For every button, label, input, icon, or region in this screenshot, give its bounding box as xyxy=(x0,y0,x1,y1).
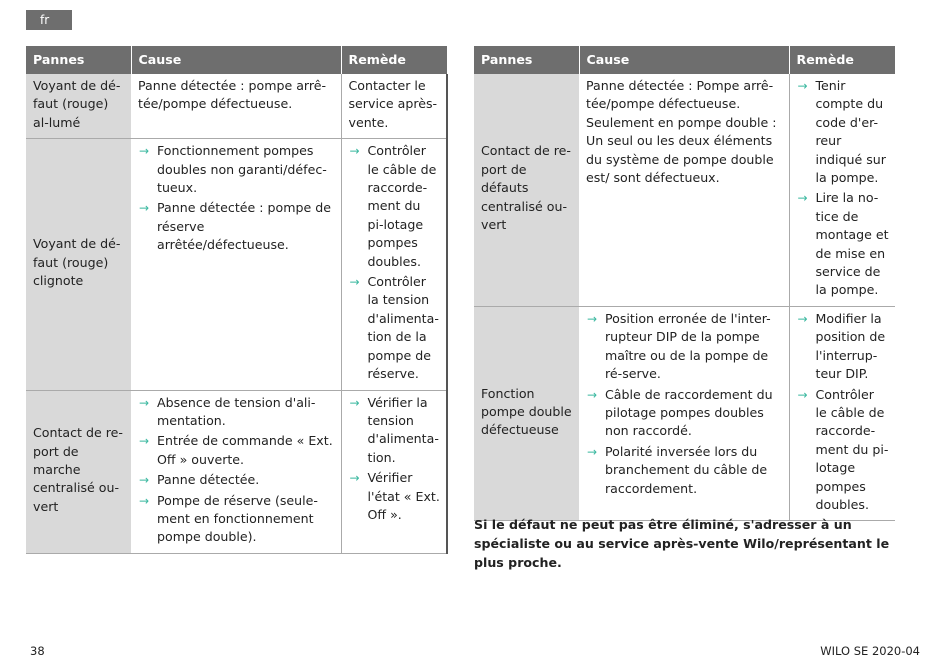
header-remedy: Remède xyxy=(789,46,895,74)
remedy-text: Contrôler le câble de raccorde-ment du pi-lotage pompes doubles. xyxy=(367,143,437,269)
cause-text: Polarité inversée lors du branchement du câble de raccordement. xyxy=(605,443,768,496)
list-item xyxy=(586,386,783,441)
arrow-right-icon: → xyxy=(797,311,808,326)
cause-text: Panne détectée : pompe de réserve arrêtée/défectueuse. xyxy=(157,200,331,253)
table-row xyxy=(474,306,895,520)
header-fault: Pannes xyxy=(26,46,131,74)
cause-cell: Panne détectée : Pompe arrê-tée/pompe défectueuse. Seulement en pompe double : Un seul ou les deux éléments du système de pompe double est/ sont défectueux. xyxy=(579,74,789,306)
cause-text: Absence de tension d'ali-mentation. xyxy=(157,394,316,428)
remedy-text: Lire la no-tice de montage et de mise en service de la pompe. xyxy=(815,190,889,298)
document-reference: WILO SE 2020-04 xyxy=(820,644,920,658)
list-item xyxy=(138,142,335,197)
remedy-text: Modifier la position de l'interrup-teur DIP. xyxy=(815,310,886,382)
remedy-cell: Contacter le service après-vente. xyxy=(341,74,447,139)
list-item xyxy=(349,142,441,271)
arrow-right-icon: → xyxy=(349,144,360,159)
arrow-right-icon: → xyxy=(797,387,808,402)
cause-text: Position erronée de l'inter-rupteur DIP de la pompe maître ou de la pompe de ré-serve. xyxy=(605,310,771,382)
arrow-right-icon: → xyxy=(587,311,598,326)
list-item xyxy=(138,471,335,489)
list-item xyxy=(349,273,441,383)
arrow-right-icon: → xyxy=(349,395,360,410)
arrow-right-icon: → xyxy=(797,191,808,206)
list-item xyxy=(349,394,441,468)
fault-table-left xyxy=(26,46,448,554)
header-fault: Pannes xyxy=(474,46,579,74)
fault-cell: Voyant de dé-faut (rouge) clignote xyxy=(26,139,131,390)
cause-cell xyxy=(579,306,789,520)
remedy-text: Tenir compte du code d'er-reur indiqué sur la pompe. xyxy=(815,78,886,186)
arrow-right-icon: → xyxy=(139,201,150,216)
page-number: 38 xyxy=(30,644,45,658)
remedy-text: Contrôler le câble de raccorde-ment du pi-lotage pompes doubles. xyxy=(815,386,889,512)
remedy-text: Vérifier la tension d'alimenta-tion. xyxy=(367,394,439,465)
cause-cell: Panne détectée : pompe arrê-tée/pompe défectueuse. xyxy=(131,74,341,139)
arrow-right-icon: → xyxy=(139,144,150,159)
remedy-cell xyxy=(789,74,895,306)
header-remedy: Remède xyxy=(341,46,447,74)
cause-text: Câble de raccordement du pilotage pompes doubles non raccordé. xyxy=(605,386,773,439)
table-row xyxy=(26,139,447,390)
cause-text: Pompe de réserve (seule-ment en fonctionnement pompe double). xyxy=(157,492,318,545)
cause-cell xyxy=(131,390,341,553)
remedy-cell xyxy=(341,390,447,553)
arrow-right-icon: → xyxy=(139,395,150,410)
cause-cell xyxy=(131,139,341,390)
list-item xyxy=(797,189,890,299)
table-header-row xyxy=(474,46,895,74)
list-item xyxy=(586,443,783,498)
service-note: Si le défaut ne peut pas être éliminé, s'adresser à un spécialiste ou au service après-vente Wilo/représentant le plus proche. xyxy=(474,517,890,570)
fault-cell: Voyant de dé-faut (rouge) al-lumé xyxy=(26,74,131,139)
cause-text: Panne détectée. xyxy=(157,472,260,488)
list-item xyxy=(797,77,890,187)
fault-cell: Contact de re-port de défauts centralisé ou-vert xyxy=(474,74,579,306)
list-item xyxy=(349,469,441,524)
list-item xyxy=(586,310,783,384)
arrow-right-icon: → xyxy=(797,79,808,93)
arrow-right-icon: → xyxy=(349,275,360,290)
list-item xyxy=(797,310,890,384)
cause-text: Entrée de commande « Ext. Off » ouverte. xyxy=(157,433,333,467)
table-row xyxy=(26,390,447,553)
fault-cell: Contact de re-port de marche centralisé ou-vert xyxy=(26,390,131,553)
table-row xyxy=(26,74,447,139)
arrow-right-icon: → xyxy=(139,473,150,488)
table-row xyxy=(474,74,895,306)
remedy-text: Contrôler la tension d'alimenta-tion de la pompe de réserve. xyxy=(367,274,439,382)
header-cause: Cause xyxy=(131,46,341,74)
list-item xyxy=(138,199,335,254)
fault-table-right xyxy=(474,46,895,521)
list-item xyxy=(138,394,335,431)
list-item xyxy=(138,492,335,547)
list-item xyxy=(797,386,890,515)
fault-cell: Fonction pompe double défectueuse xyxy=(474,306,579,520)
list-item xyxy=(138,432,335,469)
header-cause: Cause xyxy=(579,46,789,74)
language-tab: fr xyxy=(26,10,72,30)
cause-text: Fonctionnement pompes doubles non garanti/défec-tueux. xyxy=(157,143,327,196)
arrow-right-icon: → xyxy=(587,387,598,402)
arrow-right-icon: → xyxy=(139,493,150,508)
table-header-row xyxy=(26,46,447,74)
arrow-right-icon: → xyxy=(139,434,150,449)
arrow-right-icon: → xyxy=(587,444,598,459)
remedy-cell xyxy=(341,139,447,390)
arrow-right-icon: → xyxy=(349,471,360,486)
remedy-cell xyxy=(789,306,895,520)
remedy-text: Vérifier l'état « Ext. Off ». xyxy=(367,470,440,522)
